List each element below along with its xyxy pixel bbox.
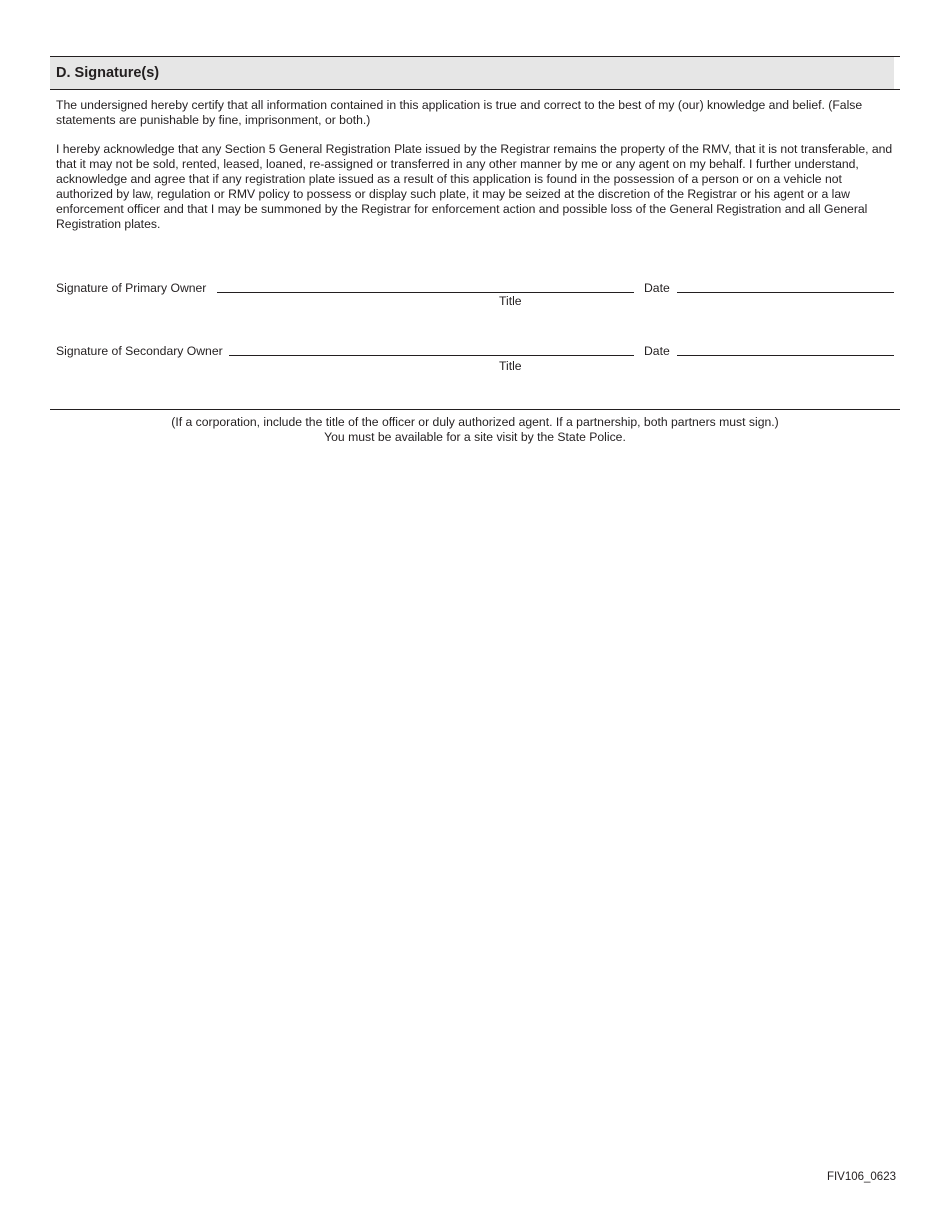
section-header: [50, 56, 900, 90]
section-header-shade: [50, 57, 894, 89]
form-code: FIV106_0623: [826, 1171, 896, 1183]
secondary-title-label: Title: [499, 359, 522, 373]
site-visit-note: You must be available for a site visit by the State Police.: [324, 430, 626, 444]
secondary-signature-label: Signature of Secondary Owner: [56, 344, 223, 358]
acknowledgement-paragraph: I hereby acknowledge that any Section 5 General Registration Plate issued by the Registrar remains the property of the RMV, that it is not transferable, and that it may not be sold, rented, leased, loaned, re-assigned or transferred in any other manner by me or any agent on my behalf. I further understand, acknowledge and agree that if any registration plate issued as a result of this application is found in the possession of a person or on a vehicle not authorized by law, regulation or RMV policy to possess or display such plate, it may be seized at the discretion of the Registrar or his agent or a law enforcement officer and that I may be summoned by the Registrar for enforcement action and possible loss of the General Registration and all General Registration plates.: [56, 142, 893, 231]
primary-signature-field[interactable]: [217, 292, 634, 293]
certification-paragraph: The undersigned hereby certify that all information contained in this application is true and correct to the best of my (our) knowledge and belief. (False statements are punishable by fine, imprisonment, or both.): [56, 98, 863, 127]
secondary-date-field[interactable]: [677, 355, 894, 356]
primary-title-label: Title: [499, 294, 522, 308]
section-divider: [50, 409, 900, 410]
primary-date-field[interactable]: [677, 292, 894, 293]
section-title: D. Signature(s): [56, 65, 160, 81]
primary-date-label: Date: [644, 281, 670, 295]
primary-signature-label: Signature of Primary Owner: [56, 281, 207, 295]
secondary-signature-field[interactable]: [229, 355, 634, 356]
secondary-date-label: Date: [644, 344, 670, 358]
corporation-note: (If a corporation, include the title of the officer or duly authorized agent. If a partnership, both partners must sign.): [171, 415, 779, 429]
